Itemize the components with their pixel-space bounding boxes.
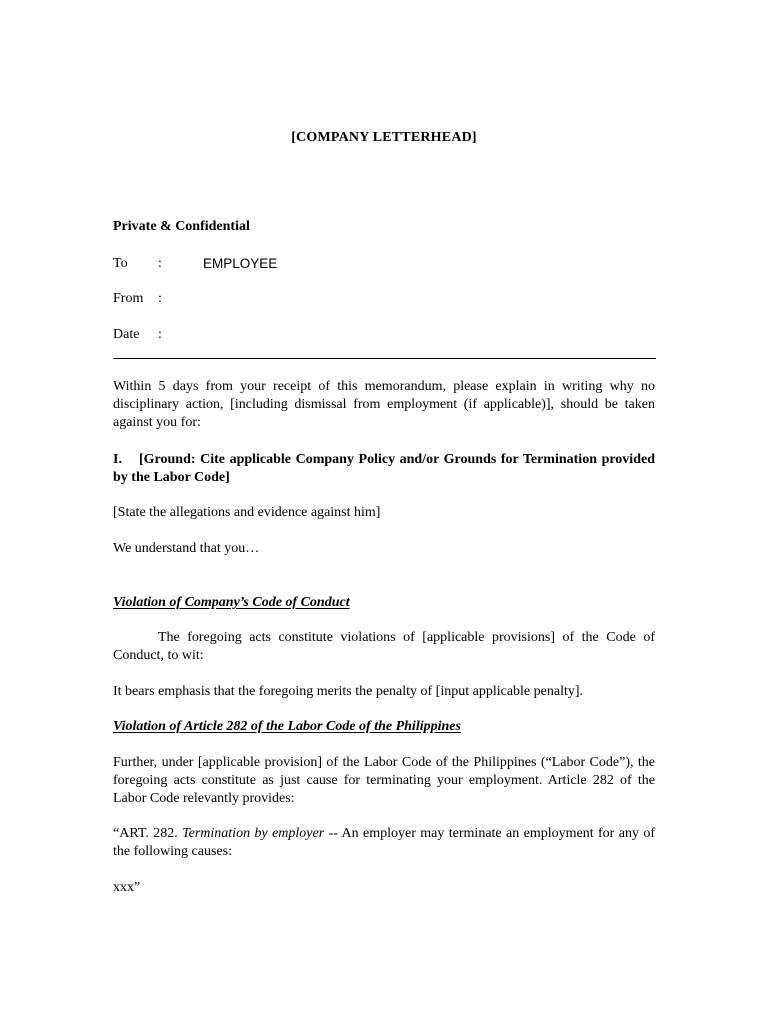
memo-to-colon: : (158, 256, 162, 271)
article-282-heading-text: Violation of Article 282 of the Labor Code of the Philippines (113, 719, 461, 734)
ground-text: [Ground: Cite applicable Company Policy and/or Grounds for Termination provided by the Labor Code] (113, 452, 655, 485)
code-of-conduct-heading-text: Violation of Company’s Code of Conduct (113, 595, 350, 610)
memo-from-colon: : (158, 291, 162, 306)
further-paragraph: Further, under [applicable provision] of the Labor Code of the Philippines (“Labor Code”), the foregoing acts constitute as just cause for terminating your employment. Article 282 of the Labor Code relevantly provides: (113, 755, 655, 806)
emphasis-paragraph: It bears emphasis that the foregoing merits the penalty of [input applicable penalty]. (113, 684, 584, 699)
memo-from-label: From (113, 291, 144, 306)
article-282-heading (113, 718, 655, 736)
article-quote-suffix: -- An employer may terminate an employment for any of the following causes: (113, 826, 655, 859)
intro-paragraph: Within 5 days from your receipt of this memorandum, please explain in writing why no disciplinary action, [including dismissal from employment (if applicable)], should be taken against you for: (113, 379, 655, 430)
ground-number: I. (113, 452, 122, 467)
ground-heading (113, 451, 655, 487)
article-quote-prefix: “ART. 282. (113, 826, 183, 841)
memo-date-label: Date (113, 327, 140, 342)
closing-quote: xxx” (113, 880, 141, 895)
code-of-conduct-heading (113, 594, 655, 612)
memo-date-colon: : (158, 327, 162, 342)
memo-to-row (113, 255, 655, 273)
understand-paragraph: We understand that you… (113, 541, 260, 556)
foregoing-paragraph: The foregoing acts constitute violations of [applicable provisions] of the Code of Conduct, to wit: (113, 630, 655, 663)
memo-to-label: To (113, 256, 128, 271)
memo-to-value: EMPLOYEE (203, 256, 278, 271)
allegations-paragraph: [State the allegations and evidence against him] (113, 505, 381, 520)
header-divider (113, 358, 656, 359)
article-quote-italic: Termination by employer (182, 826, 325, 841)
memo-date-row (113, 326, 655, 344)
company-letterhead: [COMPANY LETTERHEAD] (291, 130, 477, 145)
article-quote-paragraph (113, 825, 655, 861)
confidential-label: Private & Confidential (113, 219, 250, 234)
memo-from-row (113, 290, 655, 308)
